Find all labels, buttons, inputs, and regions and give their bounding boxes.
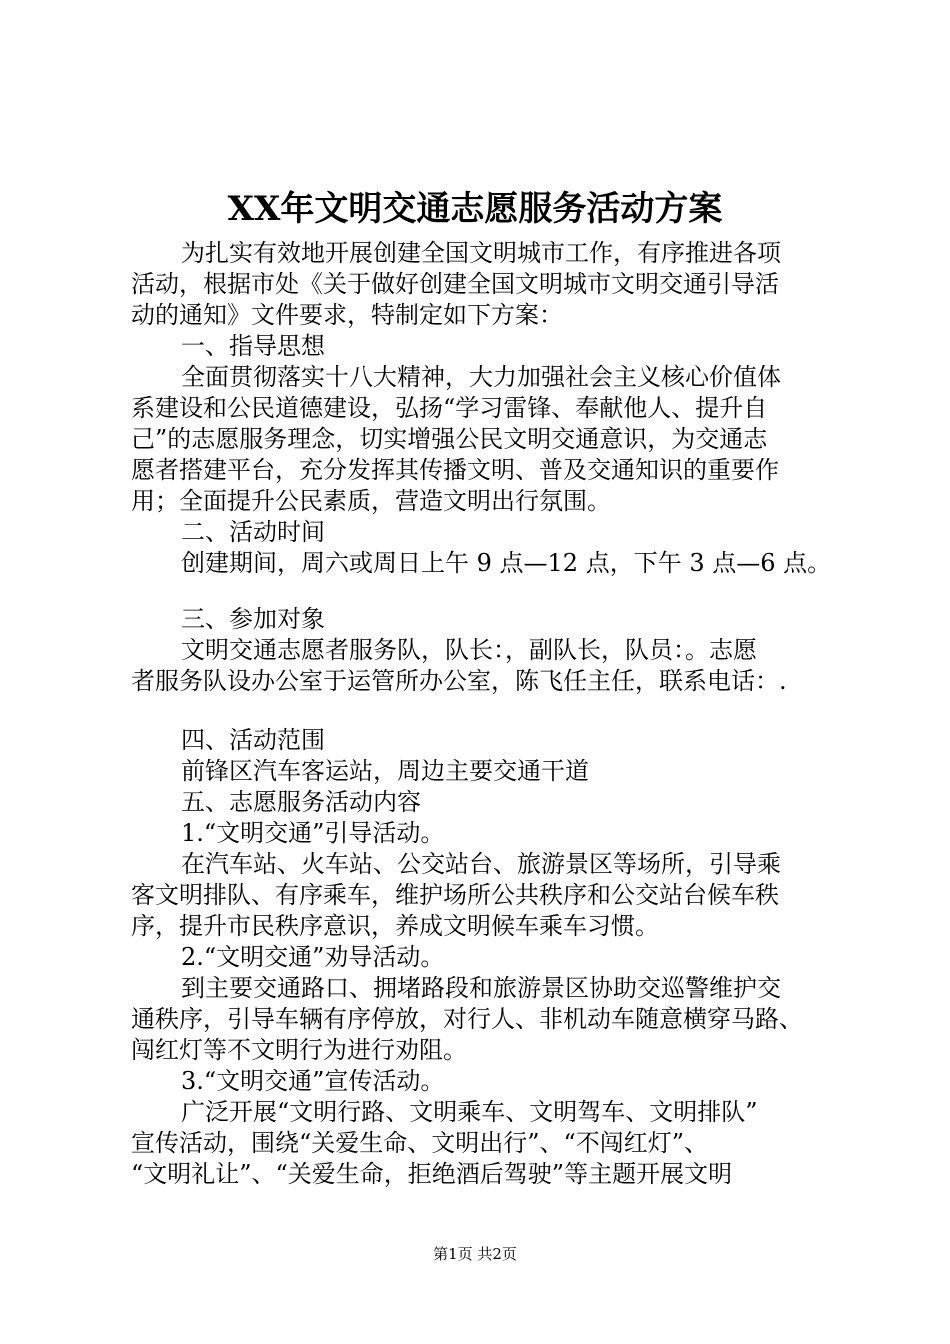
body-line: 宣传活动，围绕“关爱生命、文明出行”、“不闯红灯”、 <box>131 1129 709 1157</box>
body-line: 全面贯彻落实十八大精神，大力加强社会主义核心价值体 <box>181 363 781 391</box>
body-line: 前锋区汽车客运站，周边主要交通干道 <box>181 757 589 785</box>
subsection-heading: 1.“文明交通”引导活动。 <box>181 819 445 847</box>
section-heading: 三、参加对象 <box>181 605 325 633</box>
body-line: 己”的志愿服务理念，切实增强公民文明交通意识，为交通志 <box>131 425 768 453</box>
subsection-heading: 2.“文明交通”劝导活动。 <box>181 943 445 971</box>
body-line: 闯红灯等不文明行为进行劝阻。 <box>131 1036 467 1064</box>
body-line: 在汽车站、火车站、公交站台、旅游景区等场所，引导乘 <box>181 850 781 878</box>
subsection-heading: 3.“文明交通”宣传活动。 <box>181 1067 445 1095</box>
page-footer: 第1页 共2页 <box>433 1245 517 1263</box>
body-line: 活动，根据市处《关于做好创建全国文明城市文明交通引导活 <box>131 270 779 298</box>
body-line: 广泛开展“文明行路、文明乘车、文明驾车、文明排队” <box>181 1098 758 1126</box>
body-line: 愿者搭建平台，充分发挥其传播文明、普及交通知识的重要作 <box>131 456 779 484</box>
body-line: 者服务队设办公室于运管所办公室，陈飞任主任，联系电话：. <box>131 667 787 695</box>
body-line: 为扎实有效地开展创建全国文明城市工作，有序推进各项 <box>181 239 781 267</box>
document-title: XX年文明交通志愿服务活动方案 <box>227 189 723 229</box>
body-line: 通秩序，引导车辆有序停放，对行人、非机动车随意横穿马路、 <box>131 1005 803 1033</box>
section-heading: 二、活动时间 <box>181 518 325 546</box>
section-heading: 一、指导思想 <box>181 332 325 360</box>
body-line: “文明礼让”、“关爱生命，拒绝酒后驾驶”等主题开展文明 <box>131 1160 733 1188</box>
section-heading: 五、志愿服务活动内容 <box>181 788 421 816</box>
body-line: 文明交通志愿者服务队，队长：，副队长，队员：。志愿 <box>181 636 757 664</box>
body-line: 创建期间，周六或周日上午 9 点—12 点，下午 3 点—6 点。 <box>181 549 832 577</box>
section-heading: 四、活动范围 <box>181 726 325 754</box>
body-line: 动的通知》文件要求，特制定如下方案： <box>131 301 563 329</box>
body-line: 客文明排队、有序乘车，维护场所公共秩序和公交站台候车秩 <box>131 881 779 909</box>
body-line: 到主要交通路口、拥堵路段和旅游景区协助交巡警维护交 <box>181 974 781 1002</box>
body-line: 序，提升市民秩序意识，养成文明候车乘车习惯。 <box>131 912 659 940</box>
body-line: 用；全面提升公民素质，营造文明出行氛围。 <box>131 487 611 515</box>
body-line: 系建设和公民道德建设，弘扬“学习雷锋、奉献他人、提升自 <box>131 394 768 422</box>
